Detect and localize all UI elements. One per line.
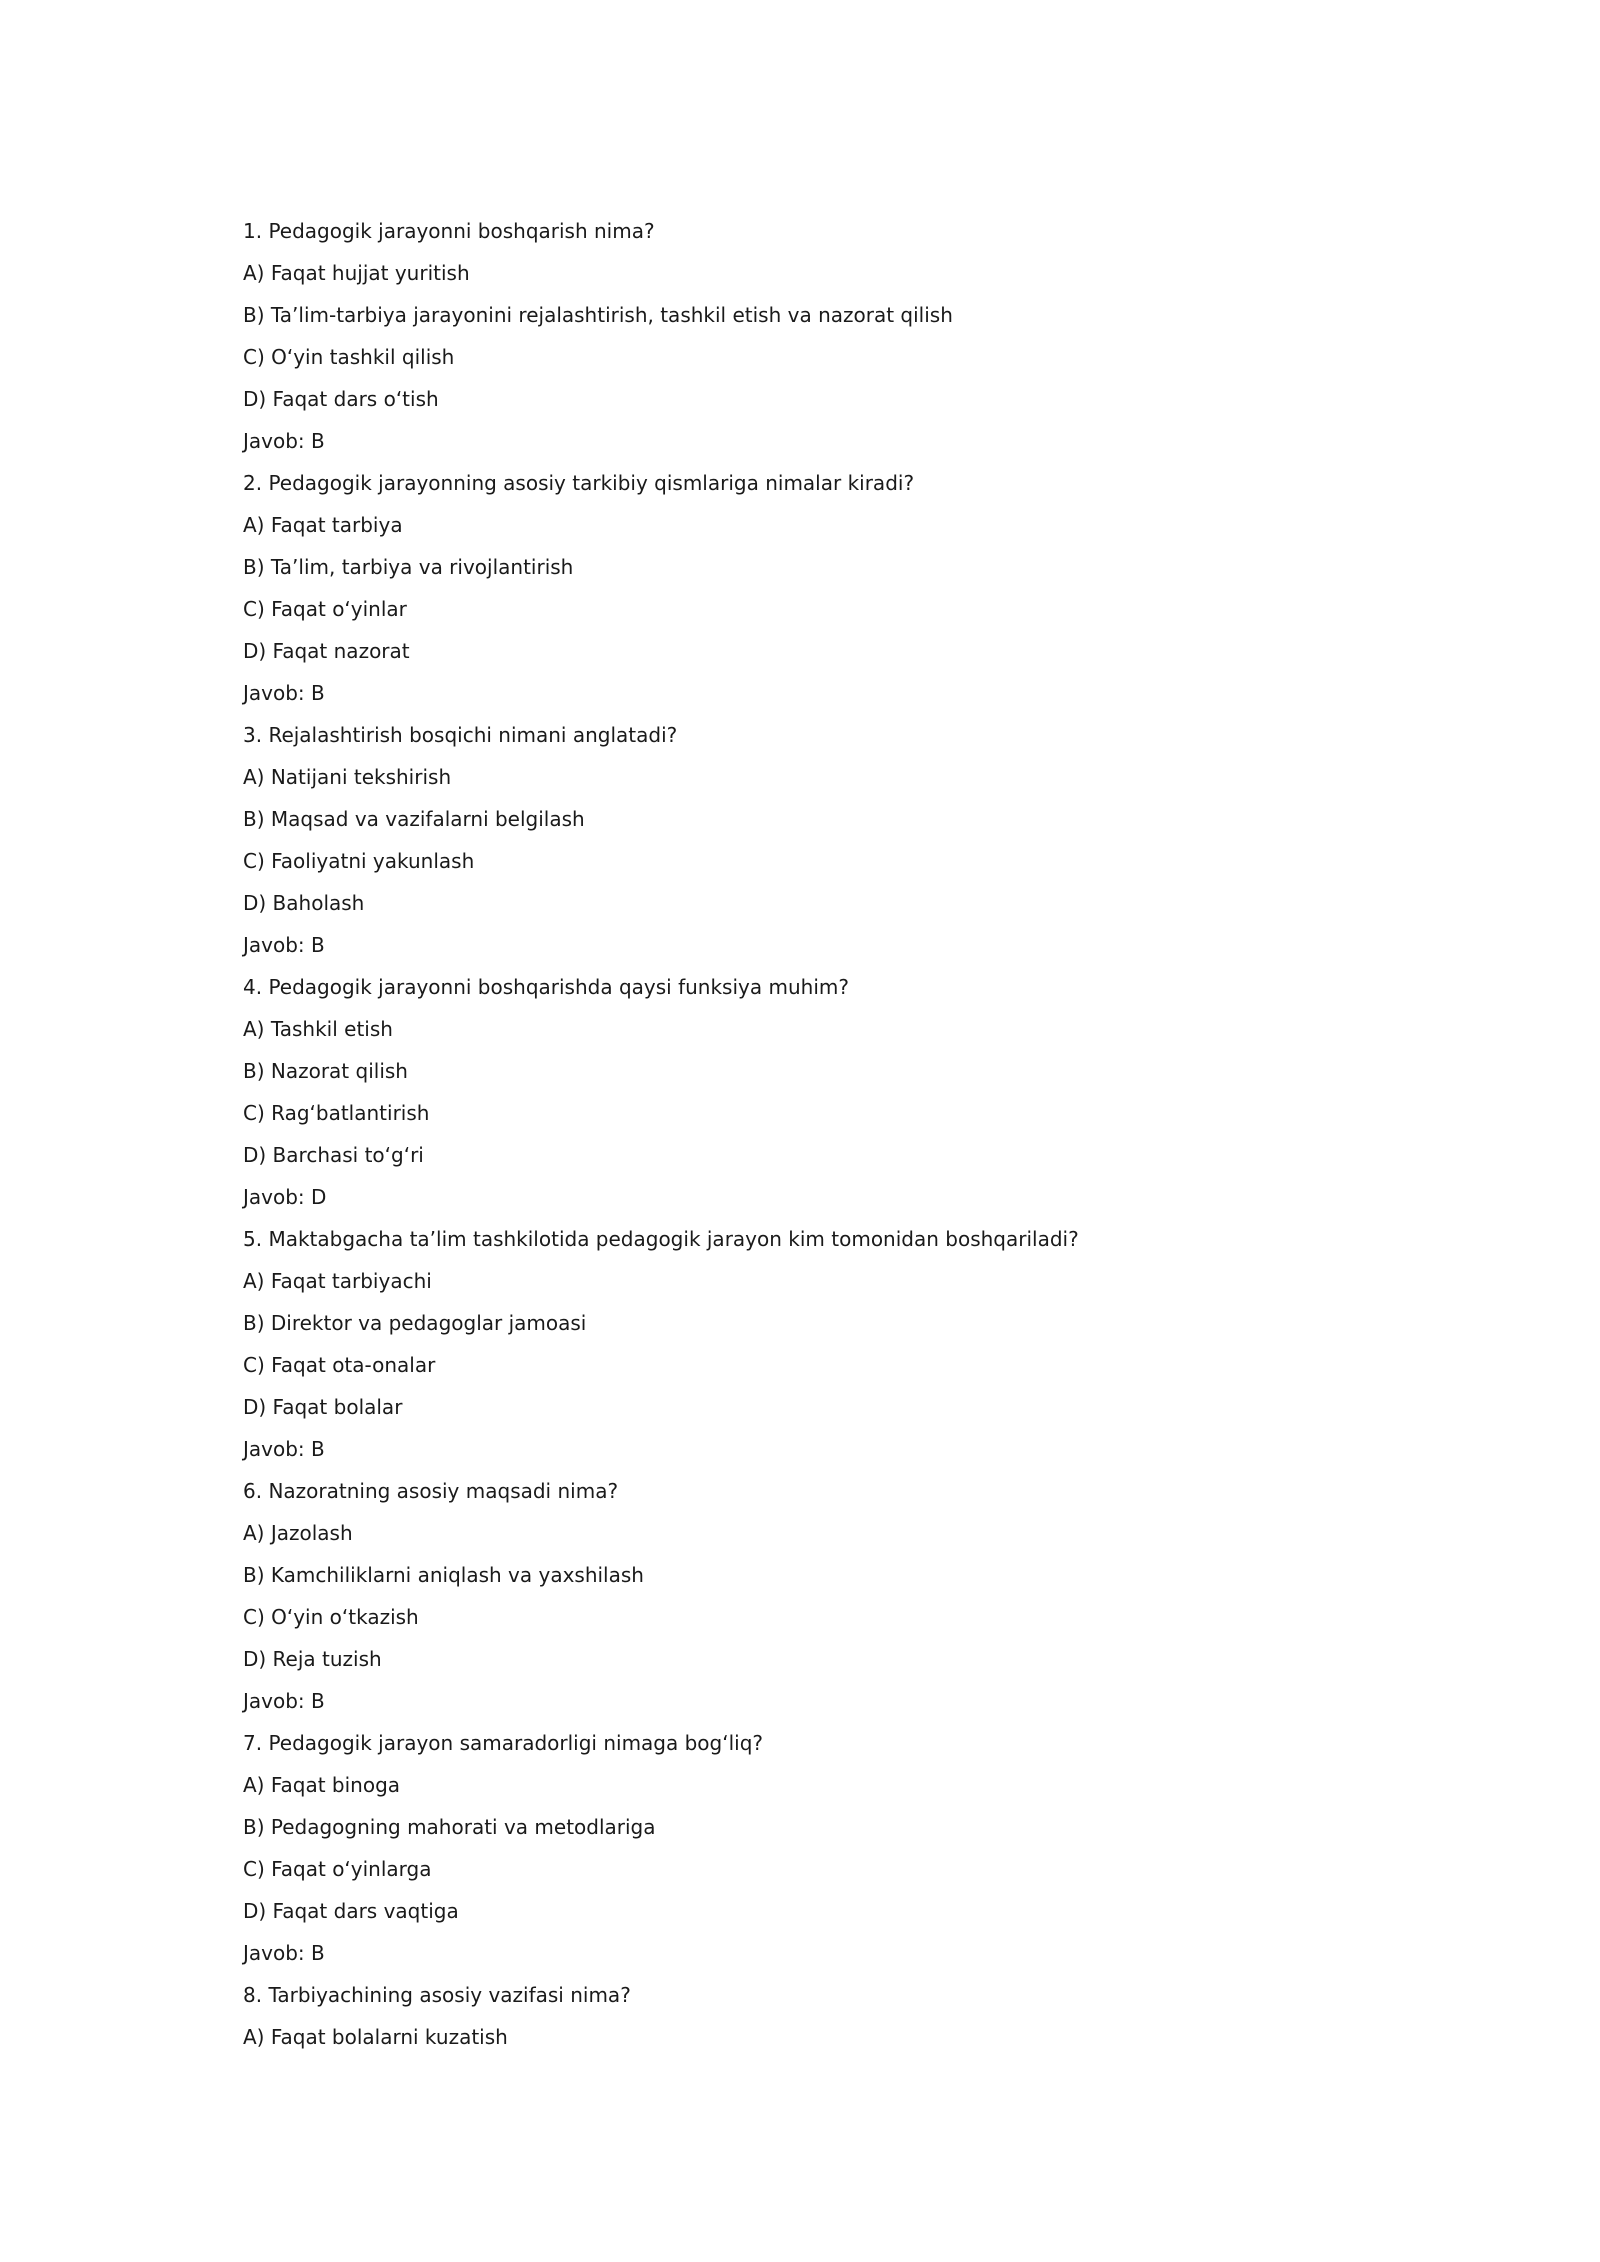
question-text: 7. Pedagogik jarayon samaradorligi nimaga bog‘liq? xyxy=(243,1731,764,1755)
question-text: 1. Pedagogik jarayonni boshqarish nima? xyxy=(243,219,655,243)
option-c: C) Faoliyatni yakunlash xyxy=(243,849,475,873)
question-text: 6. Nazoratning asosiy maqsadi nima? xyxy=(243,1479,619,1503)
option-c: C) Faqat o‘yinlarga xyxy=(243,1857,432,1881)
option-a: A) Faqat hujjat yuritish xyxy=(243,261,470,285)
question-text: 3. Rejalashtirish bosqichi nimani anglatadi? xyxy=(243,723,678,747)
option-d: D) Faqat dars o‘tish xyxy=(243,387,439,411)
question-text: 5. Maktabgacha ta’lim tashkilotida pedagogik jarayon kim tomonidan boshqariladi? xyxy=(243,1227,1079,1251)
answer-text: Javob: B xyxy=(243,933,325,957)
option-b: B) Direktor va pedagoglar jamoasi xyxy=(243,1311,587,1335)
option-b: B) Kamchiliklarni aniqlash va yaxshilash xyxy=(243,1563,644,1587)
option-c: C) Rag‘batlantirish xyxy=(243,1101,430,1125)
option-a: A) Faqat tarbiya xyxy=(243,513,403,537)
question-text: 4. Pedagogik jarayonni boshqarishda qaysi funksiya muhim? xyxy=(243,975,849,999)
option-d: D) Faqat dars vaqtiga xyxy=(243,1899,459,1923)
option-b: B) Maqsad va vazifalarni belgilash xyxy=(243,807,585,831)
option-a: A) Faqat tarbiyachi xyxy=(243,1269,432,1293)
option-d: D) Faqat bolalar xyxy=(243,1395,403,1419)
option-b: B) Nazorat qilish xyxy=(243,1059,408,1083)
option-a: A) Jazolash xyxy=(243,1521,353,1545)
option-a: A) Faqat bolalarni kuzatish xyxy=(243,2025,508,2049)
question-text: 8. Tarbiyachining asosiy vazifasi nima? xyxy=(243,1983,631,2007)
option-c: C) Faqat o‘yinlar xyxy=(243,597,407,621)
option-d: D) Barchasi to‘g‘ri xyxy=(243,1143,424,1167)
answer-text: Javob: B xyxy=(243,1437,325,1461)
answer-text: Javob: D xyxy=(243,1185,327,1209)
option-c: C) O‘yin tashkil qilish xyxy=(243,345,455,369)
option-c: C) Faqat ota-onalar xyxy=(243,1353,436,1377)
question-text: 2. Pedagogik jarayonning asosiy tarkibiy qismlariga nimalar kiradi? xyxy=(243,471,915,495)
answer-text: Javob: B xyxy=(243,1689,325,1713)
option-d: D) Baholash xyxy=(243,891,365,915)
option-a: A) Tashkil etish xyxy=(243,1017,393,1041)
option-d: D) Reja tuzish xyxy=(243,1647,382,1671)
option-a: A) Faqat binoga xyxy=(243,1773,401,1797)
answer-text: Javob: B xyxy=(243,1941,325,1965)
option-b: B) Pedagogning mahorati va metodlariga xyxy=(243,1815,656,1839)
option-a: A) Natijani tekshirish xyxy=(243,765,452,789)
option-b: B) Ta’lim, tarbiya va rivojlantirish xyxy=(243,555,574,579)
quiz-content xyxy=(243,216,1393,2064)
option-c: C) O‘yin o‘tkazish xyxy=(243,1605,419,1629)
option-b: B) Ta’lim-tarbiya jarayonini rejalashtirish, tashkil etish va nazorat qilish xyxy=(243,303,953,327)
option-d: D) Faqat nazorat xyxy=(243,639,410,663)
answer-text: Javob: B xyxy=(243,681,325,705)
answer-text: Javob: B xyxy=(243,429,325,453)
